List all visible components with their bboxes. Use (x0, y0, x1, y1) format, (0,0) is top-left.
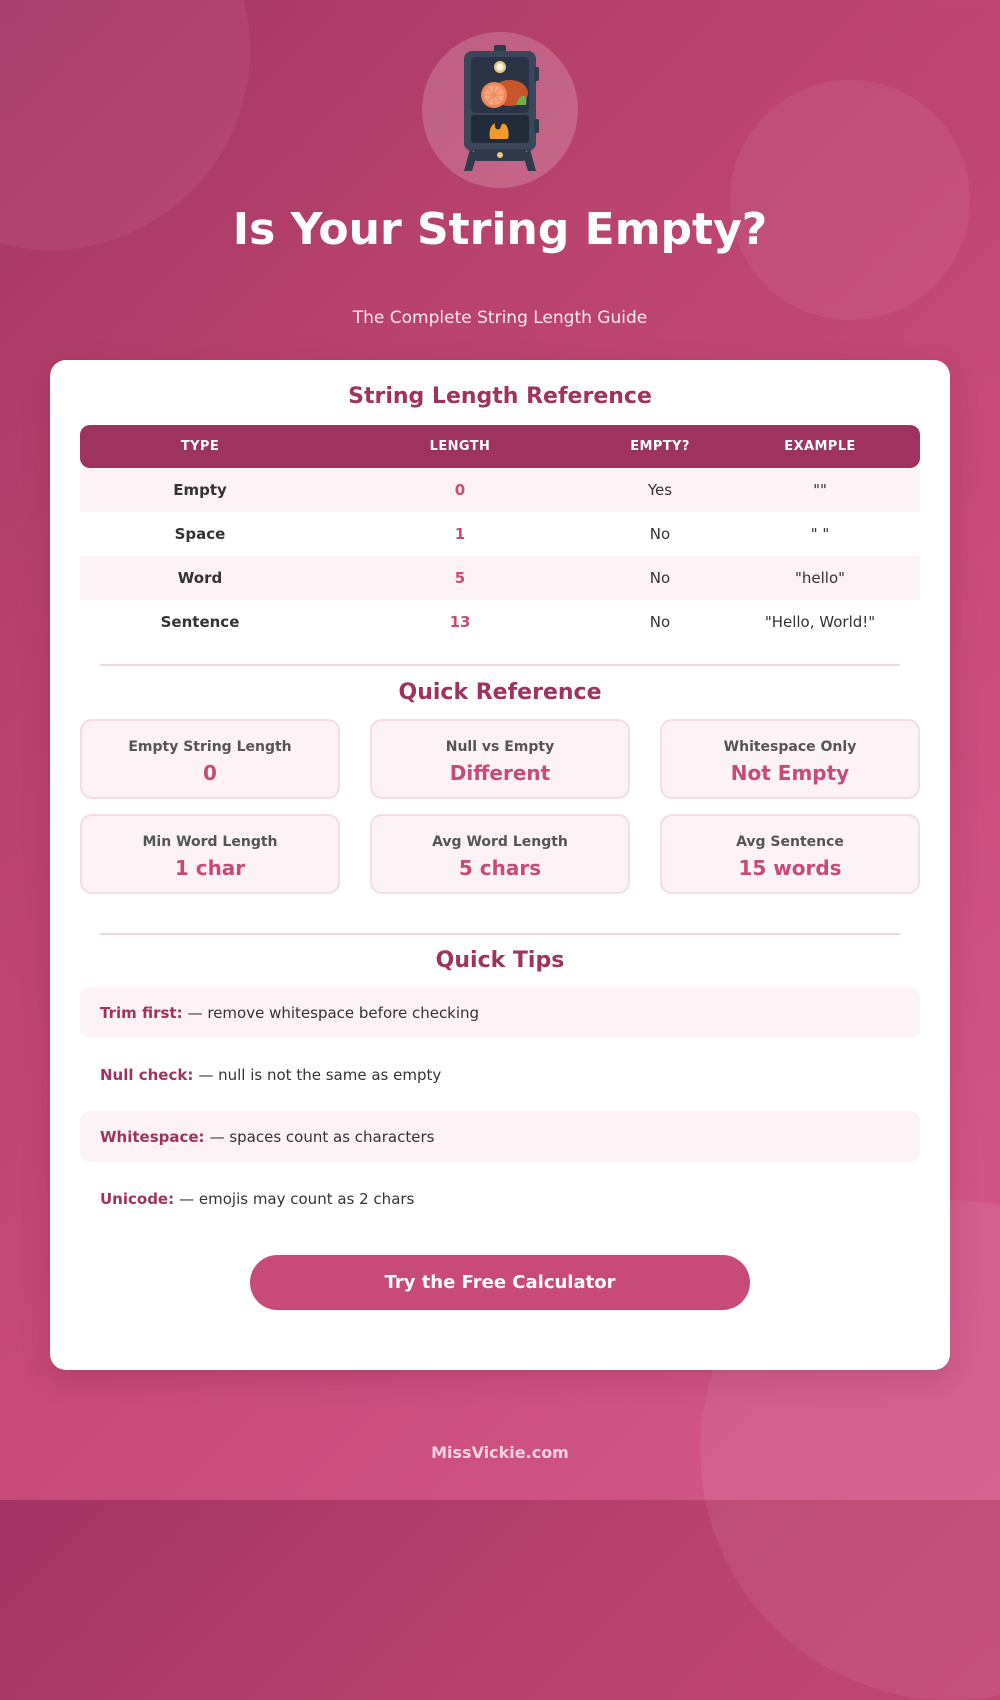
cell-length: 1 (454, 525, 466, 543)
tip-item (80, 1173, 920, 1224)
tip-text: — null is not the same as empty (198, 1065, 442, 1084)
stat-card-min-word-length (80, 814, 340, 894)
string-length-table (80, 425, 920, 644)
table-row (80, 556, 920, 600)
content-card (50, 360, 950, 1370)
table-header (80, 425, 920, 468)
cell-type: Word (177, 569, 223, 587)
stat-label: Empty String Length (128, 739, 292, 755)
tip-text: — spaces count as characters (209, 1127, 435, 1146)
stat-label: Min Word Length (142, 834, 278, 850)
cell-length: 0 (454, 481, 466, 499)
stat-label: Null vs Empty (445, 739, 555, 755)
table-row (80, 468, 920, 512)
cell-example: "" (813, 481, 827, 499)
stat-value: Not Empty (730, 761, 850, 785)
try-calculator-button[interactable]: Try the Free Calculator (250, 1255, 750, 1310)
page-title: Is Your String Empty? (232, 204, 768, 255)
hero-icon-badge (422, 32, 578, 188)
cell-length: 5 (454, 569, 466, 587)
stat-value: 5 chars (458, 856, 542, 880)
stat-card-empty-string-length (80, 719, 340, 799)
tip-key: Trim first: (100, 1003, 183, 1022)
stat-value: 1 char (174, 856, 246, 880)
section-divider (100, 664, 900, 666)
table-row (80, 600, 920, 644)
cell-empty: No (649, 569, 671, 587)
tip-item (80, 1049, 920, 1100)
stat-card-avg-sentence (660, 814, 920, 894)
cell-example: "Hello, World!" (764, 613, 876, 631)
cell-example: "hello" (794, 569, 846, 587)
tip-key: Unicode: (100, 1189, 175, 1208)
cell-length: 13 (449, 613, 471, 631)
stat-label: Whitespace Only (723, 739, 857, 755)
smoker-oven-icon (450, 45, 550, 175)
column-header-example: EXAMPLE (784, 439, 856, 454)
page-subtitle: The Complete String Length Guide (352, 308, 648, 328)
stat-label: Avg Word Length (432, 834, 568, 850)
stat-card-avg-word-length (370, 814, 630, 894)
tip-item (80, 1111, 920, 1162)
tip-key: Null check: (100, 1065, 194, 1084)
section-divider (100, 933, 900, 935)
tip-key: Whitespace: (100, 1127, 205, 1146)
cell-type: Empty (173, 481, 227, 499)
section-title-quick-tips: Quick Tips (435, 948, 565, 973)
column-header-empty: EMPTY? (630, 439, 690, 454)
stat-label: Avg Sentence (736, 834, 844, 850)
cell-example: " " (810, 525, 830, 543)
section-title-quick-reference: Quick Reference (398, 680, 602, 705)
cell-type: Space (174, 525, 226, 543)
column-header-type: TYPE (180, 439, 220, 454)
column-header-length: LENGTH (429, 439, 491, 454)
tip-text: — remove whitespace before checking (187, 1003, 480, 1022)
cell-empty: No (649, 525, 671, 543)
tip-item (80, 987, 920, 1038)
cell-empty: No (649, 613, 671, 631)
footer-brand[interactable]: MissVickie.com (431, 1443, 569, 1462)
stat-value: 0 (203, 761, 217, 785)
section-title-reference: String Length Reference (348, 384, 652, 409)
stat-card-whitespace-only (660, 719, 920, 799)
cell-empty: Yes (647, 481, 673, 499)
stat-card-null-vs-empty (370, 719, 630, 799)
stat-value: Different (449, 761, 551, 785)
stat-value: 15 words (738, 856, 842, 880)
cell-type: Sentence (160, 613, 240, 631)
tip-text: — emojis may count as 2 chars (179, 1189, 415, 1208)
table-row (80, 512, 920, 556)
